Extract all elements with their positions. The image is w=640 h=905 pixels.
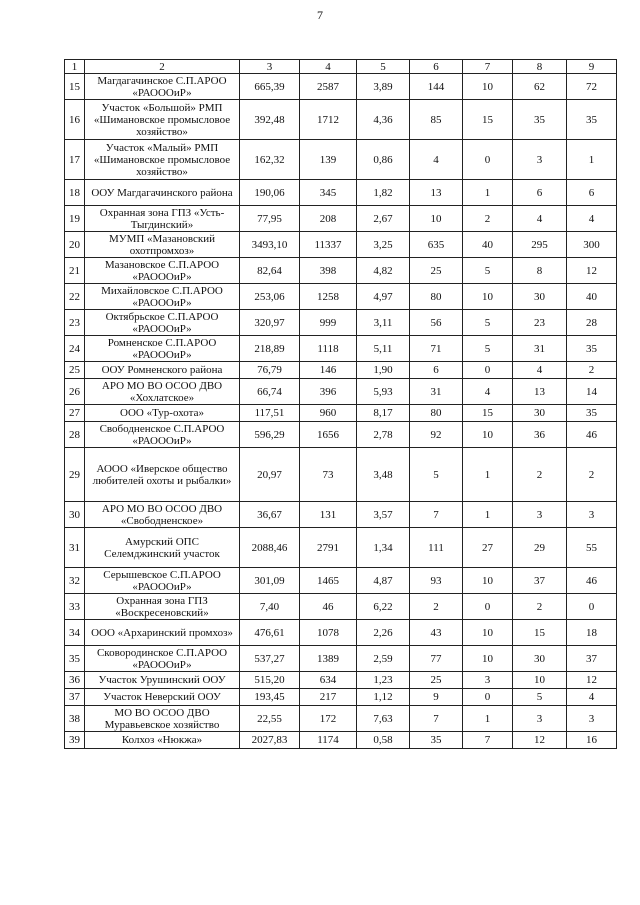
cell-col6: 31 bbox=[410, 379, 463, 405]
cell-col6: 4 bbox=[410, 140, 463, 180]
cell-col4: 131 bbox=[300, 502, 357, 528]
cell-col5: 8,17 bbox=[357, 405, 410, 422]
column-header: 7 bbox=[463, 60, 513, 74]
organization-name: Октябрьское С.П.АРОО «РАОООиР» bbox=[85, 310, 240, 336]
table-row bbox=[65, 706, 617, 732]
table-row bbox=[65, 74, 617, 100]
cell-col5: 1,90 bbox=[357, 362, 410, 379]
table-row bbox=[65, 502, 617, 528]
cell-col9: 3 bbox=[567, 706, 617, 732]
cell-col5: 7,63 bbox=[357, 706, 410, 732]
cell-col3: 66,74 bbox=[240, 379, 300, 405]
cell-col5: 2,78 bbox=[357, 422, 410, 448]
cell-col3: 190,06 bbox=[240, 180, 300, 206]
cell-col6: 635 bbox=[410, 232, 463, 258]
column-header: 5 bbox=[357, 60, 410, 74]
column-header: 3 bbox=[240, 60, 300, 74]
cell-col4: 73 bbox=[300, 448, 357, 502]
cell-col6: 80 bbox=[410, 284, 463, 310]
cell-col7: 0 bbox=[463, 689, 513, 706]
row-number: 31 bbox=[65, 528, 85, 568]
cell-col8: 3 bbox=[513, 502, 567, 528]
column-header: 6 bbox=[410, 60, 463, 74]
row-number: 22 bbox=[65, 284, 85, 310]
cell-col6: 93 bbox=[410, 568, 463, 594]
cell-col7: 15 bbox=[463, 405, 513, 422]
cell-col6: 13 bbox=[410, 180, 463, 206]
cell-col6: 35 bbox=[410, 732, 463, 749]
cell-col3: 253,06 bbox=[240, 284, 300, 310]
cell-col9: 35 bbox=[567, 100, 617, 140]
organization-name: Мазановское С.П.АРОО «РАОООиР» bbox=[85, 258, 240, 284]
table-row bbox=[65, 568, 617, 594]
row-number: 20 bbox=[65, 232, 85, 258]
cell-col5: 1,12 bbox=[357, 689, 410, 706]
cell-col8: 62 bbox=[513, 74, 567, 100]
cell-col9: 28 bbox=[567, 310, 617, 336]
cell-col7: 5 bbox=[463, 258, 513, 284]
cell-col5: 0,86 bbox=[357, 140, 410, 180]
cell-col4: 1656 bbox=[300, 422, 357, 448]
organization-name: Колхоз «Нюкжа» bbox=[85, 732, 240, 749]
table-row bbox=[65, 284, 617, 310]
cell-col9: 2 bbox=[567, 448, 617, 502]
page-number: 7 bbox=[317, 8, 323, 22]
organization-name: Ромненское С.П.АРОО «РАОООиР» bbox=[85, 336, 240, 362]
cell-col3: 665,39 bbox=[240, 74, 300, 100]
organization-name: Магдагачинское С.П.АРОО «РАОООиР» bbox=[85, 74, 240, 100]
cell-col9: 4 bbox=[567, 689, 617, 706]
cell-col4: 398 bbox=[300, 258, 357, 284]
cell-col4: 1258 bbox=[300, 284, 357, 310]
row-number: 23 bbox=[65, 310, 85, 336]
cell-col6: 71 bbox=[410, 336, 463, 362]
cell-col6: 144 bbox=[410, 74, 463, 100]
cell-col5: 3,57 bbox=[357, 502, 410, 528]
cell-col7: 10 bbox=[463, 620, 513, 646]
cell-col3: 117,51 bbox=[240, 405, 300, 422]
cell-col5: 2,26 bbox=[357, 620, 410, 646]
cell-col3: 77,95 bbox=[240, 206, 300, 232]
cell-col8: 30 bbox=[513, 284, 567, 310]
cell-col4: 172 bbox=[300, 706, 357, 732]
column-header: 4 bbox=[300, 60, 357, 74]
cell-col6: 5 bbox=[410, 448, 463, 502]
cell-col8: 29 bbox=[513, 528, 567, 568]
cell-col4: 146 bbox=[300, 362, 357, 379]
cell-col6: 10 bbox=[410, 206, 463, 232]
cell-col8: 23 bbox=[513, 310, 567, 336]
cell-col6: 85 bbox=[410, 100, 463, 140]
cell-col7: 15 bbox=[463, 100, 513, 140]
table-row bbox=[65, 448, 617, 502]
row-number: 17 bbox=[65, 140, 85, 180]
row-number: 34 bbox=[65, 620, 85, 646]
cell-col8: 13 bbox=[513, 379, 567, 405]
cell-col7: 2 bbox=[463, 206, 513, 232]
cell-col8: 30 bbox=[513, 646, 567, 672]
row-number: 29 bbox=[65, 448, 85, 502]
cell-col4: 1174 bbox=[300, 732, 357, 749]
organization-name: ООО «Архаринский промхоз» bbox=[85, 620, 240, 646]
organization-name: ООУ Ромненского района bbox=[85, 362, 240, 379]
organization-name: АРО МО ВО ОСОО ДВО «Хохлатское» bbox=[85, 379, 240, 405]
cell-col8: 295 bbox=[513, 232, 567, 258]
cell-col7: 7 bbox=[463, 732, 513, 749]
row-number: 24 bbox=[65, 336, 85, 362]
column-header: 1 bbox=[65, 60, 85, 74]
organization-name: Охранная зона ГПЗ «Воскресеновский» bbox=[85, 594, 240, 620]
organization-name: АРО МО ВО ОСОО ДВО «Свободненское» bbox=[85, 502, 240, 528]
header-row bbox=[65, 60, 617, 74]
organization-name: Сковородинское С.П.АРОО «РАОООиР» bbox=[85, 646, 240, 672]
cell-col5: 1,34 bbox=[357, 528, 410, 568]
cell-col3: 2027,83 bbox=[240, 732, 300, 749]
cell-col7: 1 bbox=[463, 502, 513, 528]
organization-name: Охранная зона ГПЗ «Усть-Тыгдинский» bbox=[85, 206, 240, 232]
column-header: 9 bbox=[567, 60, 617, 74]
table-row bbox=[65, 528, 617, 568]
cell-col4: 345 bbox=[300, 180, 357, 206]
cell-col5: 3,89 bbox=[357, 74, 410, 100]
cell-col9: 6 bbox=[567, 180, 617, 206]
cell-col8: 30 bbox=[513, 405, 567, 422]
cell-col5: 3,48 bbox=[357, 448, 410, 502]
table-row bbox=[65, 689, 617, 706]
cell-col8: 8 bbox=[513, 258, 567, 284]
cell-col9: 55 bbox=[567, 528, 617, 568]
cell-col6: 2 bbox=[410, 594, 463, 620]
cell-col6: 77 bbox=[410, 646, 463, 672]
cell-col7: 0 bbox=[463, 140, 513, 180]
cell-col8: 31 bbox=[513, 336, 567, 362]
row-number: 30 bbox=[65, 502, 85, 528]
cell-col6: 80 bbox=[410, 405, 463, 422]
cell-col9: 18 bbox=[567, 620, 617, 646]
cell-col6: 7 bbox=[410, 706, 463, 732]
cell-col6: 92 bbox=[410, 422, 463, 448]
cell-col3: 476,61 bbox=[240, 620, 300, 646]
organization-name: ООУ Магдагачинского района bbox=[85, 180, 240, 206]
table-row bbox=[65, 405, 617, 422]
cell-col3: 22,55 bbox=[240, 706, 300, 732]
row-number: 33 bbox=[65, 594, 85, 620]
cell-col3: 537,27 bbox=[240, 646, 300, 672]
row-number: 36 bbox=[65, 672, 85, 689]
cell-col5: 1,23 bbox=[357, 672, 410, 689]
cell-col7: 10 bbox=[463, 284, 513, 310]
cell-col3: 82,64 bbox=[240, 258, 300, 284]
table-header bbox=[65, 60, 617, 74]
row-number: 26 bbox=[65, 379, 85, 405]
table-row bbox=[65, 258, 617, 284]
cell-col4: 960 bbox=[300, 405, 357, 422]
cell-col5: 2,59 bbox=[357, 646, 410, 672]
cell-col7: 27 bbox=[463, 528, 513, 568]
cell-col6: 6 bbox=[410, 362, 463, 379]
table-row bbox=[65, 140, 617, 180]
row-number: 35 bbox=[65, 646, 85, 672]
cell-col8: 4 bbox=[513, 362, 567, 379]
cell-col8: 3 bbox=[513, 140, 567, 180]
cell-col4: 396 bbox=[300, 379, 357, 405]
cell-col7: 0 bbox=[463, 594, 513, 620]
cell-col7: 40 bbox=[463, 232, 513, 258]
cell-col5: 4,36 bbox=[357, 100, 410, 140]
cell-col5: 3,25 bbox=[357, 232, 410, 258]
cell-col4: 208 bbox=[300, 206, 357, 232]
cell-col9: 14 bbox=[567, 379, 617, 405]
cell-col9: 0 bbox=[567, 594, 617, 620]
table-row bbox=[65, 180, 617, 206]
row-number: 16 bbox=[65, 100, 85, 140]
cell-col5: 1,82 bbox=[357, 180, 410, 206]
row-number: 32 bbox=[65, 568, 85, 594]
cell-col6: 111 bbox=[410, 528, 463, 568]
organization-name: Свободненское С.П.АРОО «РАОООиР» bbox=[85, 422, 240, 448]
table-row bbox=[65, 206, 617, 232]
cell-col4: 217 bbox=[300, 689, 357, 706]
cell-col9: 3 bbox=[567, 502, 617, 528]
cell-col8: 3 bbox=[513, 706, 567, 732]
cell-col9: 4 bbox=[567, 206, 617, 232]
cell-col9: 2 bbox=[567, 362, 617, 379]
cell-col8: 4 bbox=[513, 206, 567, 232]
cell-col9: 16 bbox=[567, 732, 617, 749]
row-number: 15 bbox=[65, 74, 85, 100]
cell-col4: 2791 bbox=[300, 528, 357, 568]
cell-col5: 3,11 bbox=[357, 310, 410, 336]
cell-col6: 7 bbox=[410, 502, 463, 528]
cell-col3: 162,32 bbox=[240, 140, 300, 180]
cell-col9: 300 bbox=[567, 232, 617, 258]
organization-name: ООО «Тур-охота» bbox=[85, 405, 240, 422]
cell-col4: 46 bbox=[300, 594, 357, 620]
cell-col9: 35 bbox=[567, 405, 617, 422]
cell-col3: 218,89 bbox=[240, 336, 300, 362]
cell-col8: 12 bbox=[513, 732, 567, 749]
table-row bbox=[65, 594, 617, 620]
cell-col5: 4,97 bbox=[357, 284, 410, 310]
cell-col5: 4,82 bbox=[357, 258, 410, 284]
cell-col3: 193,45 bbox=[240, 689, 300, 706]
cell-col8: 10 bbox=[513, 672, 567, 689]
cell-col8: 5 bbox=[513, 689, 567, 706]
cell-col6: 43 bbox=[410, 620, 463, 646]
row-number: 27 bbox=[65, 405, 85, 422]
cell-col9: 12 bbox=[567, 258, 617, 284]
cell-col4: 1078 bbox=[300, 620, 357, 646]
column-header: 8 bbox=[513, 60, 567, 74]
cell-col7: 10 bbox=[463, 568, 513, 594]
organization-name: МУМП «Мазановский охотпромхоз» bbox=[85, 232, 240, 258]
cell-col4: 139 bbox=[300, 140, 357, 180]
cell-col8: 35 bbox=[513, 100, 567, 140]
cell-col7: 1 bbox=[463, 448, 513, 502]
cell-col9: 46 bbox=[567, 422, 617, 448]
cell-col7: 0 bbox=[463, 362, 513, 379]
cell-col9: 12 bbox=[567, 672, 617, 689]
cell-col8: 15 bbox=[513, 620, 567, 646]
cell-col7: 4 bbox=[463, 379, 513, 405]
cell-col9: 40 bbox=[567, 284, 617, 310]
cell-col5: 2,67 bbox=[357, 206, 410, 232]
cell-col4: 1712 bbox=[300, 100, 357, 140]
organization-name: Михайловское С.П.АРОО «РАОООиР» bbox=[85, 284, 240, 310]
cell-col3: 7,40 bbox=[240, 594, 300, 620]
row-number: 38 bbox=[65, 706, 85, 732]
organization-name: Серышевское С.П.АРОО «РАОООиР» bbox=[85, 568, 240, 594]
cell-col6: 25 bbox=[410, 672, 463, 689]
cell-col3: 76,79 bbox=[240, 362, 300, 379]
cell-col4: 999 bbox=[300, 310, 357, 336]
cell-col5: 6,22 bbox=[357, 594, 410, 620]
table-row bbox=[65, 732, 617, 749]
organization-name: Участок «Малый» РМП «Шимановское промысловое хозяйство» bbox=[85, 140, 240, 180]
cell-col8: 37 bbox=[513, 568, 567, 594]
organization-name: Участок «Большой» РМП «Шимановское промысловое хозяйство» bbox=[85, 100, 240, 140]
cell-col7: 1 bbox=[463, 706, 513, 732]
organization-name: Амурский ОПС Селемджинский участок bbox=[85, 528, 240, 568]
cell-col7: 3 bbox=[463, 672, 513, 689]
cell-col3: 392,48 bbox=[240, 100, 300, 140]
cell-col9: 46 bbox=[567, 568, 617, 594]
organization-name: АООО «Иверское общество любителей охоты и рыбалки» bbox=[85, 448, 240, 502]
cell-col7: 1 bbox=[463, 180, 513, 206]
table-row bbox=[65, 672, 617, 689]
cell-col7: 10 bbox=[463, 646, 513, 672]
cell-col8: 2 bbox=[513, 594, 567, 620]
cell-col3: 320,97 bbox=[240, 310, 300, 336]
table-row bbox=[65, 379, 617, 405]
cell-col3: 2088,46 bbox=[240, 528, 300, 568]
organization-name: Участок Урушинский ООУ bbox=[85, 672, 240, 689]
cell-col5: 4,87 bbox=[357, 568, 410, 594]
cell-col8: 36 bbox=[513, 422, 567, 448]
cell-col7: 10 bbox=[463, 74, 513, 100]
cell-col7: 10 bbox=[463, 422, 513, 448]
row-number: 18 bbox=[65, 180, 85, 206]
table-row bbox=[65, 310, 617, 336]
table-row bbox=[65, 646, 617, 672]
table-row bbox=[65, 620, 617, 646]
cell-col4: 2587 bbox=[300, 74, 357, 100]
cell-col4: 634 bbox=[300, 672, 357, 689]
cell-col9: 1 bbox=[567, 140, 617, 180]
row-number: 39 bbox=[65, 732, 85, 749]
cell-col3: 515,20 bbox=[240, 672, 300, 689]
cell-col6: 9 bbox=[410, 689, 463, 706]
row-number: 25 bbox=[65, 362, 85, 379]
organization-name: Участок Неверский ООУ bbox=[85, 689, 240, 706]
table-row bbox=[65, 100, 617, 140]
table-row bbox=[65, 336, 617, 362]
organization-name: МО ВО ОСОО ДВО Муравьевское хозяйство bbox=[85, 706, 240, 732]
row-number: 28 bbox=[65, 422, 85, 448]
cell-col9: 35 bbox=[567, 336, 617, 362]
cell-col7: 5 bbox=[463, 336, 513, 362]
cell-col8: 6 bbox=[513, 180, 567, 206]
table-body bbox=[65, 74, 617, 749]
cell-col9: 37 bbox=[567, 646, 617, 672]
data-table bbox=[64, 59, 617, 749]
table-row bbox=[65, 422, 617, 448]
cell-col6: 25 bbox=[410, 258, 463, 284]
cell-col4: 11337 bbox=[300, 232, 357, 258]
cell-col8: 2 bbox=[513, 448, 567, 502]
column-header: 2 bbox=[85, 60, 240, 74]
cell-col3: 301,09 bbox=[240, 568, 300, 594]
cell-col5: 5,93 bbox=[357, 379, 410, 405]
cell-col4: 1389 bbox=[300, 646, 357, 672]
cell-col3: 20,97 bbox=[240, 448, 300, 502]
table-row bbox=[65, 232, 617, 258]
cell-col9: 72 bbox=[567, 74, 617, 100]
cell-col5: 0,58 bbox=[357, 732, 410, 749]
row-number: 37 bbox=[65, 689, 85, 706]
cell-col5: 5,11 bbox=[357, 336, 410, 362]
row-number: 19 bbox=[65, 206, 85, 232]
cell-col7: 5 bbox=[463, 310, 513, 336]
cell-col4: 1465 bbox=[300, 568, 357, 594]
cell-col4: 1118 bbox=[300, 336, 357, 362]
table-row bbox=[65, 362, 617, 379]
cell-col3: 596,29 bbox=[240, 422, 300, 448]
row-number: 21 bbox=[65, 258, 85, 284]
cell-col6: 56 bbox=[410, 310, 463, 336]
cell-col3: 36,67 bbox=[240, 502, 300, 528]
cell-col3: 3493,10 bbox=[240, 232, 300, 258]
